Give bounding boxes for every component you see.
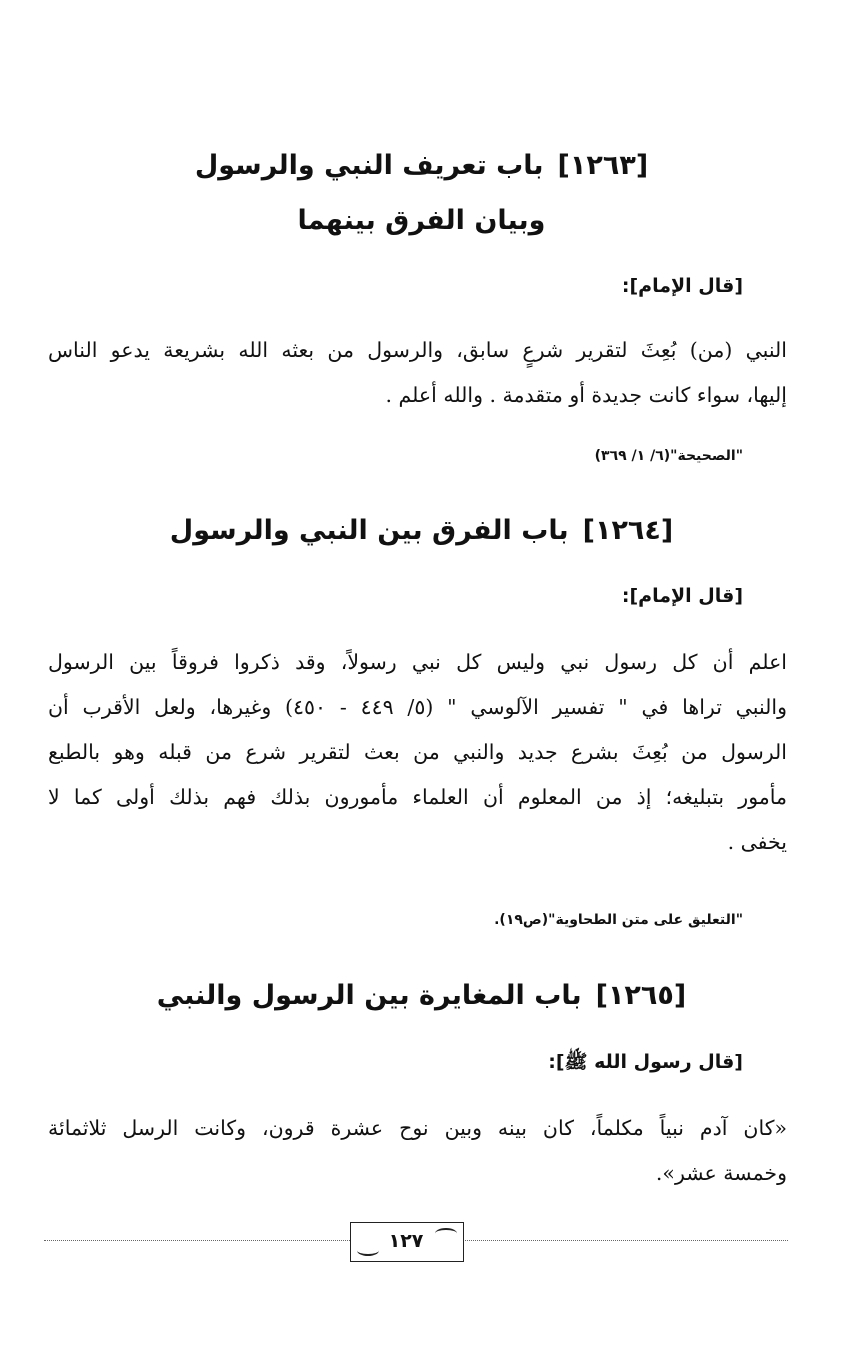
- section-title-line-2: وبيان الفرق بينهما: [297, 205, 546, 236]
- body-line: وخمسة عشر».: [655, 1161, 787, 1185]
- section-body-1263: [48, 328, 787, 418]
- body-line: يخفى .: [727, 830, 787, 854]
- section-heading-1265: [0, 980, 843, 1011]
- speaker-label: [قال الإمام]:: [621, 585, 743, 607]
- body-line: إليها، سواء كانت جديدة أو متقدمة . والله أعلم .: [385, 383, 787, 407]
- speaker-label: [قال رسول الله ﷺ]:: [548, 1051, 743, 1073]
- section-title: باب الفرق بين النبي والرسول: [169, 515, 569, 546]
- section-subtitle-1263: [0, 205, 843, 236]
- body-line: الرسول من بُعِثَ بشرع جديد والنبي من بعث لتقرير شرع من قبله وهو بالطبع: [48, 740, 787, 764]
- section-number: [١٢٦٣]: [557, 150, 649, 181]
- section-number: [١٢٦٤]: [582, 515, 674, 546]
- body-line: «كان آدم نبياً مكلماً، كان بينه وبين نوح عشرة قرون، وكانت الرسل ثلاثمائة: [48, 1116, 787, 1140]
- section-body-1264: [48, 640, 787, 865]
- section-number: [١٢٦٥]: [595, 980, 687, 1011]
- body-line: النبي (من) بُعِثَ لتقرير شرعٍ سابق، والرسول من بعثه الله بشريعة يدعو الناس: [48, 338, 787, 362]
- section-heading-1263: [0, 150, 843, 181]
- body-line: مأمور بتبليغه؛ إذ من المعلوم أن العلماء مأمورون بذلك فهم بذلك أولى كما لا: [48, 785, 787, 809]
- source-citation: "الصحيحة"(٦/ ١/ ٣٦٩): [594, 448, 743, 464]
- page-number: ١٢٧: [388, 1230, 424, 1252]
- section-title: باب تعريف النبي والرسول: [194, 150, 544, 181]
- section-body-1265: [48, 1106, 787, 1196]
- source-citation: "التعليق على متن الطحاوية"(ص١٩).: [494, 912, 743, 928]
- body-line: والنبي تراها في " تفسير الآلوسي " (٥/ ٤٤٩ - ٤٥٠) وغيرها، ولعل الأقرب أن: [48, 695, 787, 719]
- section-title: باب المغايرة بين الرسول والنبي: [156, 980, 582, 1011]
- speaker-label: [قال الإمام]:: [621, 275, 743, 297]
- body-line: اعلم أن كل رسول نبي وليس كل نبي رسولاً، وقد ذكروا فروقاً بين الرسول: [48, 650, 787, 674]
- section-heading-1264: [0, 515, 843, 546]
